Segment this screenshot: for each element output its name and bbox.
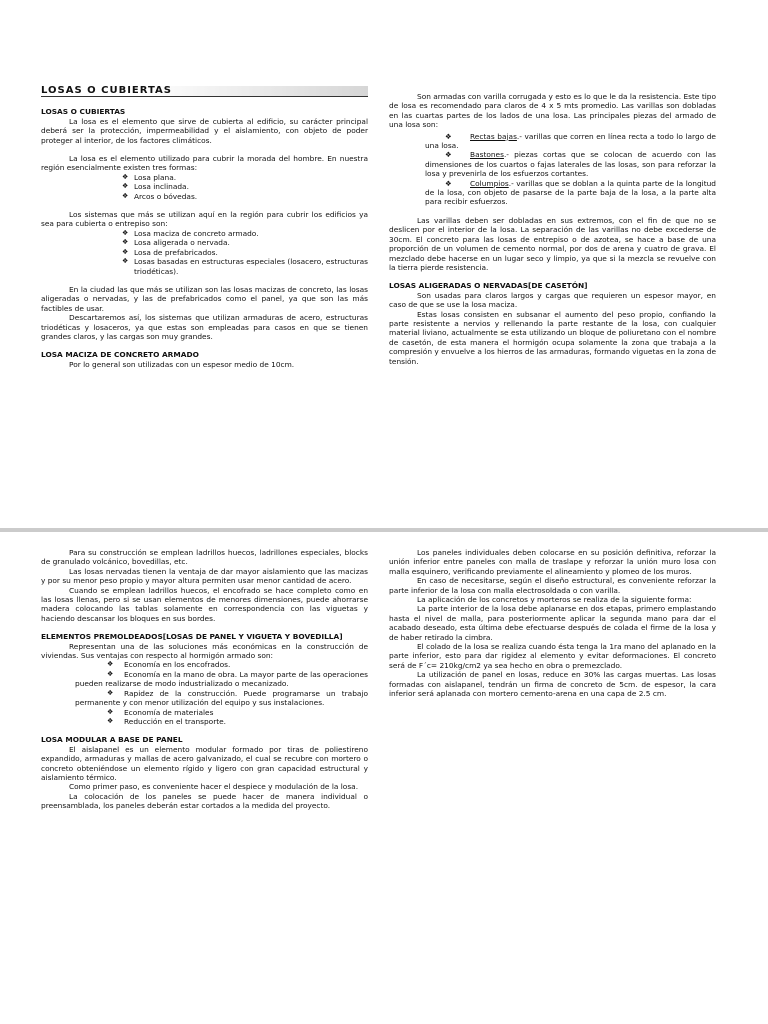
list-item: ❖ Rectas bajas.- varillas que corren en línea recta a todo lo largo de una losa. [425, 131, 716, 151]
page-1-right-column [389, 92, 716, 366]
heading-elementos-premoldeados: ELEMENTOS PREMOLDEADOS[LOSAS DE PANEL Y VIGUETA Y BOVEDILLA] [41, 632, 343, 642]
heading-losas: LOSAS O CUBIERTAS [41, 107, 126, 117]
paragraph: En la ciudad las que más se utilizan son las losas macizas de concreto, las losas aligeradas o nervadas, y las de prefabricados como el panel, ya que son las más factibles de usar. [41, 284, 368, 313]
bullet-icon: ❖ [445, 150, 452, 160]
list-item: ❖ Economía en la mano de obra. La mayor parte de las operaciones pueden realizarse de modo industrializado o mecanizado. [75, 669, 368, 689]
paragraph: La aplicación de los concretos y morteros se realiza de la siguiente forma: [417, 595, 692, 605]
bullet-icon: ❖ [107, 660, 114, 669]
heading-losa-maciza: LOSA MACIZA DE CONCRETO ARMADO [41, 350, 199, 360]
list-item: ❖ Economía en los encofrados. [107, 660, 231, 670]
paragraph: Son armadas con varilla corrugada y esto es lo que le da la resistencia. Este tipo de losa es recomendado para claros de 4 x 5 mts promedio. Las varillas son dobladas en las cuartas partes de los lados de una losa. Las principales piezas del armado de una losa son: [389, 92, 716, 130]
list-item: ❖ Losa inclinada. [122, 182, 189, 192]
bullet-icon: ❖ [122, 228, 129, 237]
paragraph: Representan una de las soluciones más económicas en la construcción de viviendas. Sus ventajas con respecto al hormigón armado son: [41, 641, 368, 661]
paragraph: El aislapanel es un elemento modular formado por tiras de poliestireno expandido, armaduras y mallas de acero galvanizado, el cual se recubre con mortero o concreto obteniéndose un elemento rígido y ligero con gran capacidad estructural y aislamiento térmico. [41, 744, 368, 782]
paragraph: Cuando se emplean ladrillos huecos, el encofrado se hace completo como en las losas llenas, pero si se usan elementos de menores dimensiones, puede ahorrarse madera colocando las tablas solamente en correspondencia con las viguetas y haciendo descansar los bloques en sus bordes. [41, 585, 368, 623]
bullet-icon: ❖ [107, 669, 114, 678]
list-item: ❖ Bastones.- piezas cortas que se colocan de acuerdo con las dimensiones de los cuartos o fajas laterales de las losas, son para reforzar la losa y prevenirla de los esfuerzos cortantes. [425, 150, 716, 179]
bullet-icon: ❖ [107, 707, 114, 716]
list-item: ❖ Reducción en el transporte. [107, 716, 227, 726]
list-item: ❖ Rapidez de la construcción. Puede programarse un trabajo permanente y con menor utilización del equipo y sus instalaciones. [75, 688, 368, 708]
paragraph: Para su construcción se emplean ladrillos huecos, ladrillones especiales, blocks de granulado volcánico, bovedillas, etc. [41, 548, 368, 567]
bullet-icon: ❖ [122, 238, 129, 247]
paragraph: El colado de la losa se realiza cuando ésta tenga la 1ra mano del aplanado en la parte inferior, esto para dar rigidez al elemento y evitar deformaciones. El concreto será de F´c= 210kg/cm2 ya sea hecho en obra o premezclado. [389, 642, 716, 670]
paragraph: La losa es el elemento que sirve de cubierta al edificio, su carácter principal deberá ser la protección, impermeabilidad y el aislamiento, con objeto de poder proteger al interior, de los factores climáticos. [41, 116, 368, 145]
paragraph: En caso de necesitarse, según el diseño estructural, es conveniente reforzar la parte inferior de la losa con malla electrosoldada o con varilla. [389, 576, 716, 595]
paragraph: Descartaremos así, los sistemas que utilizan armaduras de acero, estructuras triodéticas y losaceros, ya que estas son empleadas para casos en que se tienen grandes claros, y las cargas son muy grandes. [41, 313, 368, 341]
term-columpios: Columpios [470, 178, 509, 188]
paragraph: Estas losas consisten en subsanar el aumento del peso propio, confiando la parte resistente a nervios y rellenando la parte restante de la losa, con cualquier material liviano, actualmente se esta utilizando un bloque de poliuretano con el nombre de casetón, de esta manera el hormigón ocupa solamente la zona que trabaja a la compresión y envuelve a los hierros de las armaduras, formando viguetas en la zona de tensión. [389, 309, 716, 366]
list-item: ❖ Arcos o bóvedas. [122, 191, 198, 201]
paragraph: Como primer paso, es conveniente hacer el despiece y modulación de la losa. [69, 782, 359, 792]
bullet-icon: ❖ [445, 131, 452, 141]
list-item: ❖ Economía de materiales [107, 707, 214, 717]
paragraph: La parte interior de la losa debe aplanarse en dos etapas, primero emplastando hasta el nivel de malla, para posteriormente aplicar la segunda mano para dar el acabado deseado, esta última debe efectuarse después de colada el firme de la losa y de haber retirado la cimbra. [389, 604, 716, 642]
list-item: ❖ Losa maciza de concreto armado. [122, 228, 259, 238]
bullet-icon: ❖ [122, 182, 129, 191]
heading-losas-aligeradas: LOSAS ALIGERADAS O NERVADAS[DE CASETÓN] [389, 281, 588, 291]
page-2 [0, 532, 768, 1024]
list-item: ❖ Losa plana. [122, 172, 177, 182]
list-item: ❖ Losas basadas en estructuras especiales (losacero, estructuras triodéticas). [122, 257, 368, 276]
bullet-icon: ❖ [122, 172, 129, 181]
paragraph: Las losas nervadas tienen la ventaja de dar mayor aislamiento que las macizas y por su menor peso propio y mayor altura permiten usar menor cantidad de acero. [41, 566, 368, 586]
paragraph: Por lo general son utilizadas con un espesor medio de 10cm. [69, 359, 295, 369]
heading-losa-modular: LOSA MODULAR A BASE DE PANEL [41, 735, 183, 745]
term-rectas-bajas: Rectas bajas [470, 131, 517, 141]
bullet-icon: ❖ [107, 716, 114, 725]
page-2-left-column [41, 548, 368, 811]
term-bastones: Bastones [470, 150, 504, 160]
page-2-right-column [389, 548, 716, 699]
list-item: ❖ Columpios.- varillas que se doblan a la quinta parte de la longitud de la losa, con objeto de pasarse de la parte baja de la losa, a la parte alta para recibir esfuerzos. [425, 178, 716, 207]
paragraph: Los paneles individuales deben colocarse en su posición definitiva, reforzar la unión inferior entre paneles con malla de traslape y reforzar la unión muro losa con malla esquinero, verificando previamente el alineamiento y plomeo de los muros. [389, 548, 716, 576]
section-title: LOSAS O CUBIERTAS [41, 86, 368, 97]
paragraph: La utilización de panel en losas, reduce en 30% las cargas muertas. Las losas formadas con aislapanel, tendrán un firma de concreto de 5cm. de espesor, la cara inferior será aplanada con mortero cemento-arena en una capa de 2.5 cm. [389, 670, 716, 699]
bullet-icon: ❖ [122, 257, 129, 266]
paragraph: Son usadas para claros largos y cargas que requieren un espesor mayor, en caso de que se use la losa maciza. [389, 290, 716, 310]
bullet-icon: ❖ [122, 247, 129, 256]
paragraph: La colocación de los paneles se puede hacer de manera individual o preensamblada, los paneles deberán estar cortados a la medida del proyecto. [41, 791, 368, 811]
paragraph: Los sistemas que más se utilizan aquí en la región para cubrir los edificios ya sea para cubierta o entrepiso son: [41, 210, 368, 229]
bullet-icon: ❖ [122, 191, 129, 200]
paragraph: La losa es el elemento utilizado para cubrir la morada del hombre. En nuestra región esencialmente existen tres formas: [41, 154, 368, 173]
bullet-icon: ❖ [445, 178, 452, 188]
list-item: ❖ Losa aligerada o nervada. [122, 238, 230, 248]
bullet-icon: ❖ [107, 688, 114, 697]
page-1-left-column [41, 86, 368, 369]
paragraph: Las varillas deben ser dobladas en sus extremos, con el fin de que no se deslicen por el interior de la losa. La separación de las varillas no debe excederse de 30cm. El concreto para las losas de entrepiso o de azotea, se hace a base de una proporción de un volumen de cemento normal, por dos de arena y cuatro de grava. El mezclado debe hacerse en un lugar seco y limpio, ya que si la mezcla se revuelve con la tierra pierde resistencia. [389, 215, 716, 272]
list-item: ❖ Losa de prefabricados. [122, 247, 218, 257]
